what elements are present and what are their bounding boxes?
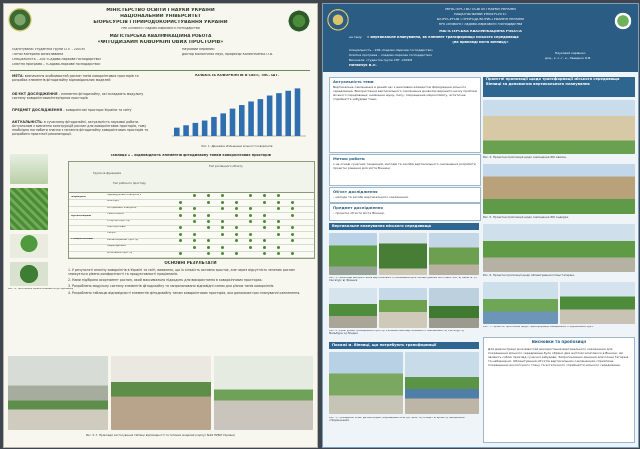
chart-bar (285, 91, 291, 136)
table-check (221, 214, 224, 217)
table-check (263, 246, 266, 249)
table-check (221, 194, 224, 197)
table-check (193, 220, 196, 223)
table-check (235, 220, 238, 223)
table-check (193, 194, 196, 197)
relevance-box (329, 77, 481, 153)
fig1-caption: Рис. 1. Приклади використання вертикального озеленення для облаштування житлових зон: а) Бельгія; б) Сінгапур; в) Франція (329, 277, 477, 282)
table-check (207, 252, 210, 255)
transform-banner: Покажі м. Вінниці, що потребують трансформації (329, 342, 479, 349)
meta-key: МЕТА (12, 74, 23, 78)
chart-bar (193, 123, 199, 136)
table-row (69, 251, 314, 258)
table-header-func: Групи за функціями (93, 172, 122, 175)
chart-bar (220, 113, 226, 136)
coworking-photo-2 (111, 356, 211, 430)
table-check (277, 201, 280, 204)
table-check (179, 226, 182, 229)
table-check (221, 252, 224, 255)
chart-caption: Рис. 1. Динаміка збільшення кількості коворкінгів (201, 145, 273, 148)
avalon-render (483, 100, 635, 154)
result-item-2: 2. Нами підібрано асортимент рослин, який максимально підходить для використання в коворкінгових просторах. (68, 278, 263, 283)
plant-photo (10, 154, 48, 184)
ministry-title: МІНІСТЕРСТВО ОСВІТИ І НАУКИ УКРАЇНИ (445, 8, 516, 11)
table-check (235, 201, 238, 204)
table-header (69, 162, 314, 193)
result-item-3: 3. Розроблено модульну систему елементів фітодизайну та запропоновано відповідні схеми для різних типів коворкінгів. (68, 284, 275, 289)
table-check (235, 194, 238, 197)
table-check (277, 220, 280, 223)
chart-bar (295, 88, 301, 136)
table-check (207, 246, 210, 249)
table-check (263, 233, 266, 236)
fig2-caption: Рис. 2. Культурний громадський простір з елементами вертикального озеленення: а) Сінгапур; б) Мельбурн; в) Лондон (329, 330, 465, 335)
table-check (193, 226, 196, 229)
table-check (291, 246, 294, 249)
coworking-photo-3 (214, 356, 313, 430)
proposals-banner: Проєктні пропозиції щодо трансформації міського середовища Вінниці за допомогою вертикального планування (483, 77, 635, 97)
chart-bar (239, 105, 245, 136)
table-check (277, 226, 280, 229)
program: Освітня програма – «Садово-паркове господарство» (349, 54, 433, 57)
object-title: Об'єкт дослідження (333, 190, 378, 194)
public-space-photo-c (429, 288, 479, 328)
student-info: Підготувала: студентка групи СПГ - 2001М (12, 48, 85, 51)
embankment-render-a (483, 282, 558, 324)
meta-text: : визначення особливостей рослин типів коворкінгових просторів та розробка елементів фітодизайну відповідальних моделей (12, 74, 139, 83)
relevance-section (12, 120, 150, 136)
table-check (207, 239, 210, 242)
supervisor-name: доц., к. с.-г. н., Лещенко О.В. (545, 57, 592, 60)
object-text: – методи та засоби вертикального озеленення. (333, 196, 409, 199)
table-check (193, 252, 196, 255)
table-check (235, 239, 238, 242)
table-row-label: Тематичний (107, 213, 124, 216)
table-check (249, 201, 252, 204)
table-check (207, 194, 210, 197)
bottom-caption: Рис. 5–7. Приклади застосування таблиці відповідності та типових моделей (корпус №29 НУБіП України) (85, 434, 236, 437)
fig4-caption: Рис. 4. Таксономія оцінки елементів фітодизайну (8, 288, 74, 290)
table-check (221, 220, 224, 223)
chart-bar (202, 121, 208, 136)
table-group-label: Спеціалізовані (71, 237, 94, 240)
vertical-planning-banner: Вертикальне планування міського середовища (329, 223, 479, 230)
fig6-caption: Рис. 6. Проектні пропозиції щодо облаштування площі Гагаріна. (483, 274, 575, 277)
gagarin-square-render (483, 224, 635, 272)
program: Освітня програма – «Садово-паркове господарство» (12, 63, 101, 66)
table-check (235, 246, 238, 249)
table-check (207, 233, 210, 236)
table-check (277, 194, 280, 197)
fig4-caption: Рис. 4. Проектна пропозиція щодо озеленення ЖК Авалон. (483, 156, 567, 159)
table-check (277, 246, 280, 249)
table-row-label: Творчі (107, 232, 116, 235)
supervisor-name: доктор біологічних наук, професор Колесніченко О.В. (182, 53, 274, 56)
divider (10, 70, 310, 71)
conclusions-box (483, 337, 635, 443)
relevance-title: Актуальність теми (333, 80, 374, 84)
vertical-photo-a (329, 233, 377, 275)
table-check (291, 239, 294, 242)
chart-bar (276, 93, 282, 136)
table-row-label: Релаксаційний простір (107, 238, 139, 241)
fig5-caption: Рис. 5. Проектна пропозиція щодо озеленення ЖК Андорра. (483, 216, 569, 219)
conclusions-title: Висновки та пропозиції (531, 340, 587, 344)
table-check (249, 214, 252, 217)
table-check (221, 239, 224, 242)
public-space-photo-a (329, 288, 377, 328)
table-row-label: Об'єднаний коворкінг (107, 206, 138, 209)
table-check (263, 207, 266, 210)
table-check (263, 220, 266, 223)
chart-bar (211, 117, 217, 136)
table-check (277, 239, 280, 242)
chart-bar (230, 109, 236, 136)
left-poster (3, 3, 318, 448)
table-row-label: Корпоративні (107, 226, 126, 228)
table-check (263, 239, 266, 242)
table-check (221, 226, 224, 229)
table-title: Таблиця 1 – Відповідність елементів фітодизайну типам коворкінгових просторів (110, 154, 271, 157)
table-check (291, 214, 294, 217)
table-check (179, 201, 182, 204)
table-check (221, 207, 224, 210)
university-title: НАЦІОНАЛЬНИЙ УНІВЕРСИТЕТ (120, 14, 201, 19)
vinnytsia-photo-a (329, 352, 403, 414)
fig7-caption: Рис. 7. Проектні пропозиції щодо трансформації набережної «Подільський Бук». (483, 326, 594, 328)
right-poster (322, 3, 639, 448)
table-check (179, 207, 182, 210)
work-type: МАГІСТЕРСЬКА КВАЛІФІКАЦІЙНА РОБОТА (439, 30, 522, 33)
vinnytsia-photo-b (405, 352, 479, 414)
subject-section (12, 108, 150, 112)
table-check (291, 252, 294, 255)
faculty-emblem (612, 9, 634, 33)
relevance-text: : в сучасному фітодизайні, актуальність наукової роботи. Актуальним є вивчення конструкцій рослин для коворкінгових просторів, тому необхідно поглибити знання з питання фітодизайну коворкінгових просторів та розробити практичні рекомендації. (12, 120, 149, 137)
university-title: НАЦІОНАЛЬНИЙ УНІВЕРСИТЕТ (454, 13, 507, 16)
table-check (249, 246, 252, 249)
object-key: ОБ'ЄКТ ДОСЛІДЖЕННЯ (12, 92, 58, 96)
chart-bar (183, 125, 189, 136)
specialty: Спеціальність – 206 «Садово-паркове господарство» (12, 58, 102, 61)
work-title: «ФІТОДИЗАЙН КОВОРКІНГОВИХ ПРОСТОРІВ» (97, 40, 224, 45)
table-row-label: Міні-офіс (107, 200, 120, 203)
subject-title: Предмет дослідження (333, 206, 383, 210)
table-check (249, 207, 252, 210)
table-check (193, 201, 196, 204)
table-check (277, 214, 280, 217)
chart-bar (174, 128, 180, 136)
university-title-2: БІОРЕСУРСІВ І ПРИРОДОКОРИСТУВАННЯ УКРАЇНИ (93, 20, 228, 25)
table-check (179, 239, 182, 242)
university-emblem (327, 9, 349, 33)
chart-bar (267, 96, 273, 136)
table-check (179, 252, 182, 255)
table-check (221, 246, 224, 249)
table-check (193, 207, 196, 210)
table-row-label: Індивідуальні коворкінги (107, 194, 142, 196)
subject-box (329, 203, 481, 221)
table-check (277, 207, 280, 210)
theme-title: « Вертикальне планування, як елемент трансформації міського середовища (367, 36, 519, 39)
table-check (207, 220, 210, 223)
table-check (235, 226, 238, 229)
andorra-render (483, 164, 635, 214)
table-check (193, 246, 196, 249)
table-check (263, 226, 266, 229)
theme-prefix: на тему: (349, 36, 363, 39)
result-item-4: 4. Розроблено таблицю відповідності елементів фітодизайну типам коворкінгових просторів, яка допоможе при плануванні озеленення. (68, 290, 301, 295)
chart-title: КІЛЬКІСТЬ КОВОРКІНГІВ В СВІТІ, ТИС. ШТ. (195, 74, 279, 77)
institute-title: ННІ Лісового і садово-паркового господарства (121, 26, 200, 30)
work-type: МАГІСТЕРСЬКА КВАЛІФІКАЦІЙНА РОБОТА (109, 34, 212, 38)
table-check (291, 201, 294, 204)
university-title-2: БІОРЕСУРСІВ І ПРИРОДОКОРИСТУВАННЯ УКРАЇНИ (437, 18, 524, 21)
goal-title: Метою роботи (333, 157, 365, 161)
results-title: ОСНОВНІ РЕЗУЛЬТАТИ (164, 261, 217, 265)
table-check (249, 233, 252, 236)
green-panel-photo (10, 262, 48, 286)
table-check (235, 207, 238, 210)
table-check (249, 220, 252, 223)
table-check (291, 233, 294, 236)
subject-text: – проектні об'єкти міста Вінниці. (333, 212, 385, 215)
table-group-label: Організаційні (71, 215, 92, 218)
table-row-label: Мобільний простір (107, 251, 133, 254)
specialty: Спеціальність – 206 «Садово-паркове господарство» (349, 49, 434, 52)
chart-bar (258, 99, 264, 136)
table-check (277, 252, 280, 255)
group: Виконала: студентка групи СПГ -2001М (349, 59, 413, 62)
student-name: Натайчук В.П. (349, 64, 377, 67)
table-check (235, 214, 238, 217)
faculty-emblem (287, 8, 311, 34)
ministry-title: МІНІСТЕРСТВО ОСВІТИ І НАУКИ УКРАЇНИ (106, 8, 215, 13)
fig3-caption: Рис. 3. Громадські зони, де необхідне покращення благоустрою: а) площа Гагаріна; б) набережна «Подільський» (329, 417, 465, 422)
conclusions-text: Для демонстрації можливостей використання вертикального озеленення для покращення міського середовища було обрано два житлові комплекси в Вінниці, які являють собою приклад сучасної забудови. Запропоновано рішення для площі Гагаріна та набережної. Облаштування об'єктів вертикальним озелененням сприятиме покращенню екологічного стану та естетичного сприйняття міського середовища. (488, 347, 629, 368)
meta-section (12, 74, 150, 82)
results-list (68, 268, 313, 295)
table-header-plant: Тип рослинного об'єкту (209, 165, 243, 168)
table-check (263, 252, 266, 255)
relevance-key: АКТУАЛЬНІСТЬ (12, 120, 42, 124)
table-check (249, 239, 252, 242)
object-box (329, 187, 481, 203)
institute-title: ННІ Лісового і садово-паркового господарства (438, 23, 523, 26)
table-group-label: Формуючі (71, 196, 87, 199)
goal-text: є на основі сучасних тенденцій, методів та засобів вертикального озеленення розробити проектні рішення для міста Вінниці. (333, 163, 476, 170)
table-check (235, 252, 238, 255)
table-check (249, 226, 252, 229)
table-row-label: Кафе/Їдальня (107, 245, 126, 248)
relevance-text: Вертикальне озеленення в даний час є важливим елементом формування міського середовища. Використання вертикального озеленення дозволяє вирішити низку проблем міського середовища: зниження шуму, пилу, покращення мікроклімату, естетичне сприйняття забудови тощо. (333, 86, 477, 101)
table-check (291, 194, 294, 197)
table-check (249, 252, 252, 255)
table-check (207, 214, 210, 217)
university-emblem (8, 8, 32, 34)
subject-key: ПРЕДМЕТ ДОСЛІДЖЕННЯ (12, 108, 63, 112)
table-check (235, 233, 238, 236)
correspondence-table (68, 161, 315, 259)
table-check (207, 226, 210, 229)
embankment-render-b (560, 282, 635, 324)
table-check (179, 233, 182, 236)
table-check (179, 220, 182, 223)
table-check (193, 233, 196, 236)
table-check (291, 220, 294, 223)
table-row-label: Стартап-простір (107, 219, 130, 222)
result-item-1: 1. У результаті аналізу коворкінгів в Україні та світі, виявлено, що їх кількість активно зростає, але через відсутність зелених рослин знижується рівень комфортності та продуктивності працівників. (68, 268, 295, 277)
table-check (291, 226, 294, 229)
table-check (249, 194, 252, 197)
table-check (193, 239, 196, 242)
table-check (263, 194, 266, 197)
student-name: Тягній Катерина Вячеславівна (12, 53, 64, 56)
table-check (291, 207, 294, 210)
potted-plant-photo (10, 234, 48, 258)
object-text: – елементи фітодизайну, які складають модульну систему коворкінговихінтер'єрних просторів (12, 92, 144, 101)
table-header-space: Тип робочого простору (113, 182, 146, 185)
coworking-chart (164, 82, 310, 144)
green-wall-photo (10, 188, 48, 230)
table-check (263, 201, 266, 204)
table-check (263, 214, 266, 217)
supervisor-label: Науковий керівник: (182, 48, 215, 51)
table-check (179, 194, 182, 197)
table-check (221, 201, 224, 204)
table-check (221, 233, 224, 236)
chart-bar (248, 101, 254, 136)
table-check (277, 233, 280, 236)
table-check (207, 207, 210, 210)
table-check (193, 214, 196, 217)
vertical-photo-c (429, 233, 479, 275)
supervisor-label: Науковий керівник: (555, 52, 587, 55)
subject-text: – коворкінгові простори України та світу (63, 108, 132, 112)
object-section (12, 92, 150, 100)
goal-box (329, 154, 481, 186)
table-check (179, 246, 182, 249)
coworking-photo-1 (8, 356, 108, 430)
theme-title-2: (на прикладі міста Вінниці)» (452, 41, 509, 44)
table-check (179, 214, 182, 217)
public-space-photo-b (379, 288, 427, 328)
table-check (207, 201, 210, 204)
vertical-photo-b (379, 233, 427, 275)
